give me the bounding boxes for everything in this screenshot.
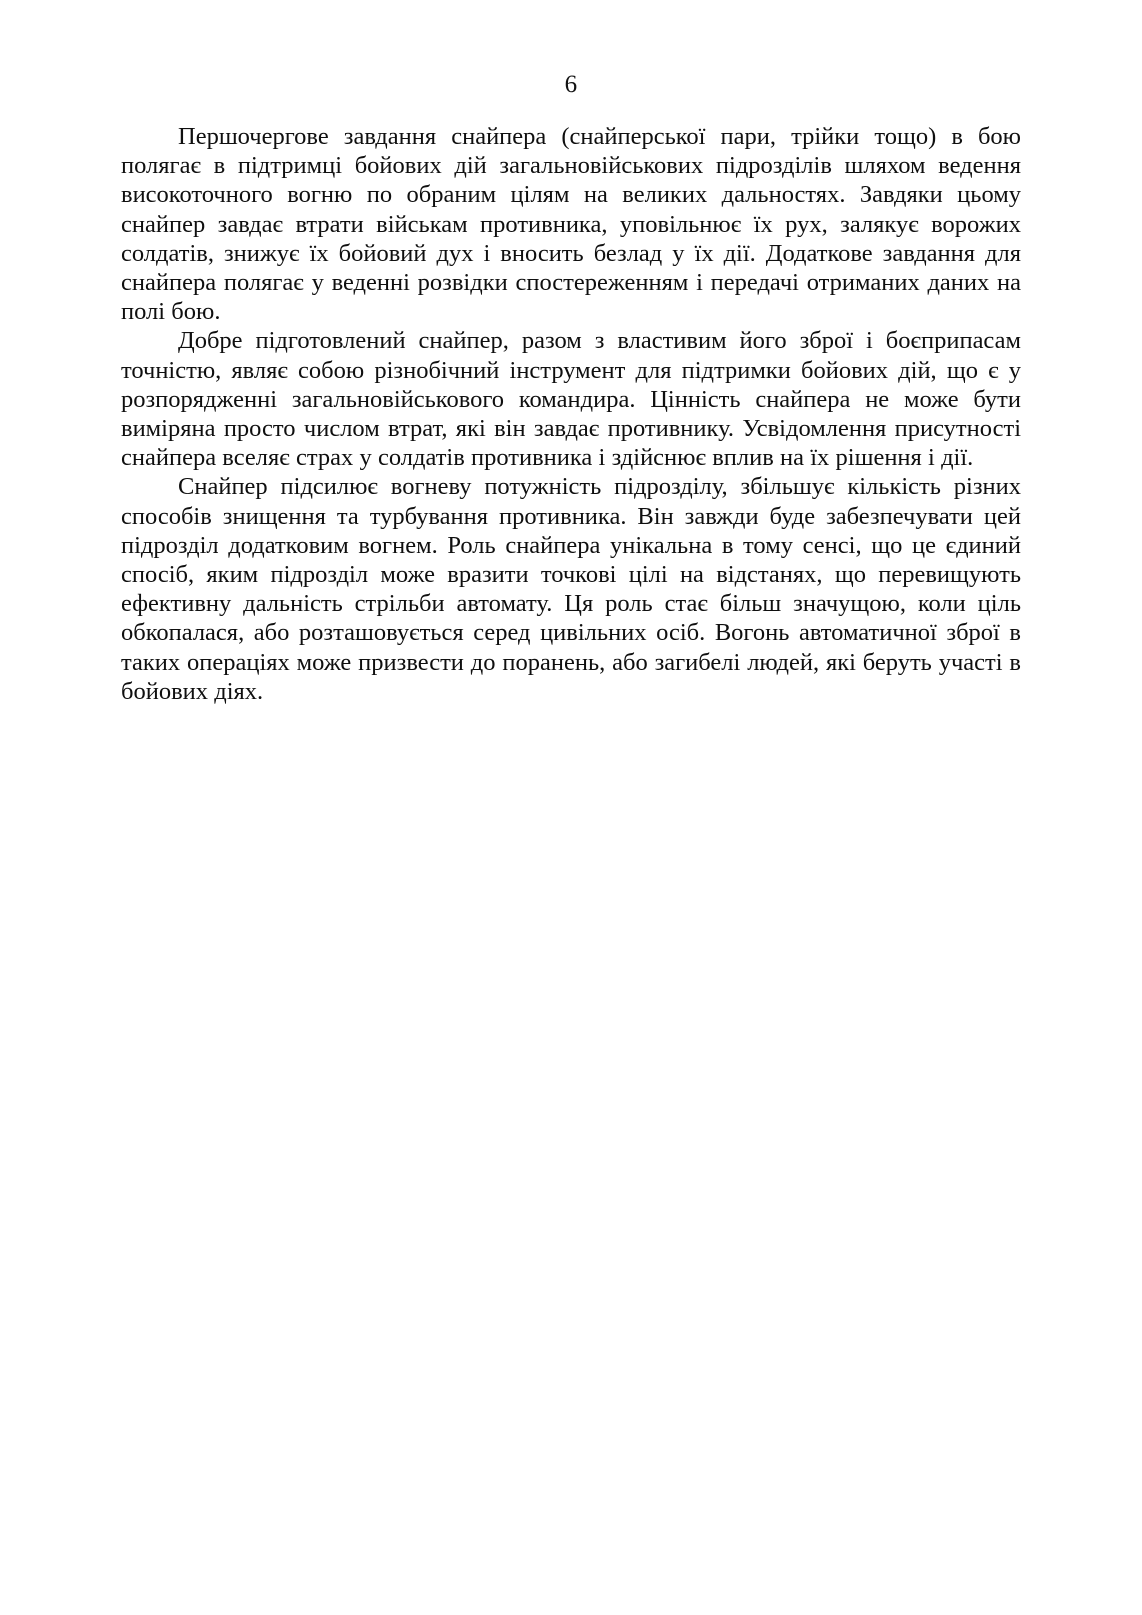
paragraph: Першочергове завдання снайпера (снайперської пари, трійки тощо) в бою полягає в підтримці бойових дій загальновійськових підрозділів шляхом ведення високоточного вогню по обраним цілям на великих дальностях. Завдяки цьому снайпер завдає втрати військам противника, уповільнює їх рух, залякує ворожих солдатів, знижує їх бойовий дух і вносить безлад у їх дії. Додаткове завдання для снайпера полягає у веденні розвідки спостереженням і передачі отриманих даних на полі бою.	[121, 123, 1021, 326]
paragraph: Снайпер підсилює вогневу потужність підрозділу, збільшує кількість різних способів знищення та турбування противника. Він завжди буде забезпечувати цей підрозділ додатковим вогнем. Роль снайпера унікальна в тому сенсі, що це єдиний спосіб, яким підрозділ може вразити точкові цілі на відстанях, що перевищують ефективну дальність стрільби автомату. Ця роль стає більш значущою, коли ціль обкопалася, або розташовується серед цивільних осіб. Вогонь автоматичної зброї в таких операціях може призвести до поранень, або загибелі людей, які беруть участі в бойових діях.	[121, 473, 1021, 705]
body-text-block	[121, 122, 1021, 706]
paragraph: Добре підготовлений снайпер, разом з властивим його зброї і боєприпасам точністю, являє собою різнобічний інструмент для підтримки бойових дій, що є у розпорядженні загальновійськового командира. Цінність снайпера не може бути виміряна просто числом втрат, які він завдає противнику. Усвідомлення присутності снайпера вселяє страх у солдатів противника і здійснює вплив на їх рішення і дії.	[121, 327, 1021, 472]
page-number: 6	[564, 71, 578, 98]
